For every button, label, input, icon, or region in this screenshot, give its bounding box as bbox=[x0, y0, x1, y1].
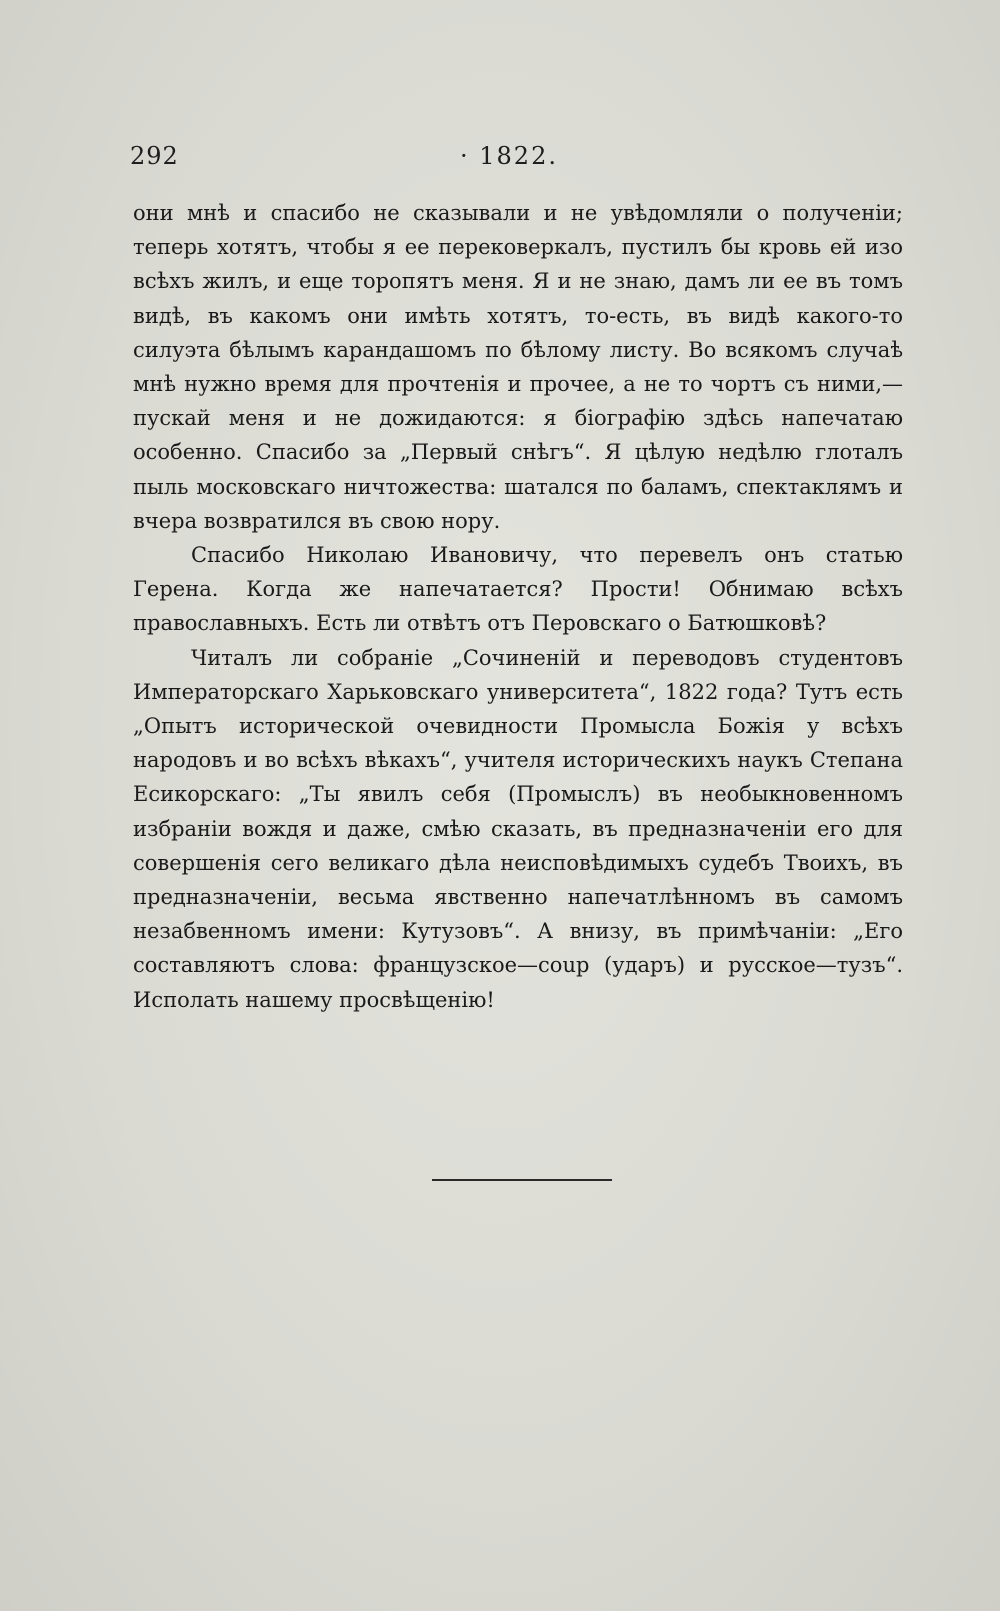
page-number: 292 bbox=[130, 142, 179, 170]
running-head bbox=[130, 142, 905, 182]
paragraph-1: они мнѣ и спасибо не сказывали и не увѣдомляли о полученіи; теперь хотятъ, чтобы я ее перековеркалъ, пустилъ бы кровь ей изо всѣхъ жилъ, и еще торопятъ меня. Я и не знаю, дамъ ли ее въ томъ видѣ, въ какомъ они имѣть хотятъ, то-есть, въ видѣ какого-то силуэта бѣлымъ карандашомъ по бѣлому листу. Во всякомъ случаѣ мнѣ нужно время для прочтенія и прочее, а не то чортъ съ ними,—пускай меня и не дожидаются: я біографію здѣсь напечатаю особенно. Спасибо за „Первый снѣгъ“. Я цѣлую недѣлю глоталъ пыль московскаго ничтожества: шатался по баламъ, спектаклямъ и вчера возвратился въ свою нору. bbox=[133, 201, 903, 533]
body-text bbox=[133, 196, 903, 1017]
paragraph-2: Спасибо Николаю Ивановичу, что перевелъ онъ статью Герена. Когда же напечатается? Прости! Обнимаю всѣхъ православныхъ. Есть ли отвѣтъ отъ Перовскаго о Батюшковѣ? bbox=[133, 543, 903, 636]
section-end-rule bbox=[432, 1179, 612, 1181]
paragraph-3: Читалъ ли собраніе „Сочиненій и переводовъ студентовъ Императорскаго Харьковскаго университета“, 1822 года? Тутъ есть „Опытъ исторической очевидности Промысла Божія у всѣхъ народовъ и во всѣхъ вѣкахъ“, учителя историческихъ наукъ Степана Есикорскаго: „Ты явилъ себя (Промыслъ) въ необыкновенномъ избраніи вождя и даже, смѣю сказать, въ предназначеніи его для совершенія сего великаго дѣла неисповѣдимыхъ судебъ Твоихъ, въ предназначеніи, весьма явственно напечатлѣнномъ въ самомъ незабвенномъ имени: Кутузовъ“. А внизу, въ примѣчаніи: „Его составляютъ слова: французское—coup (ударъ) и русское—тузъ“. Исполать нашему просвѣщенію! bbox=[133, 645, 903, 1012]
running-head-year: · 1822. bbox=[460, 142, 558, 170]
